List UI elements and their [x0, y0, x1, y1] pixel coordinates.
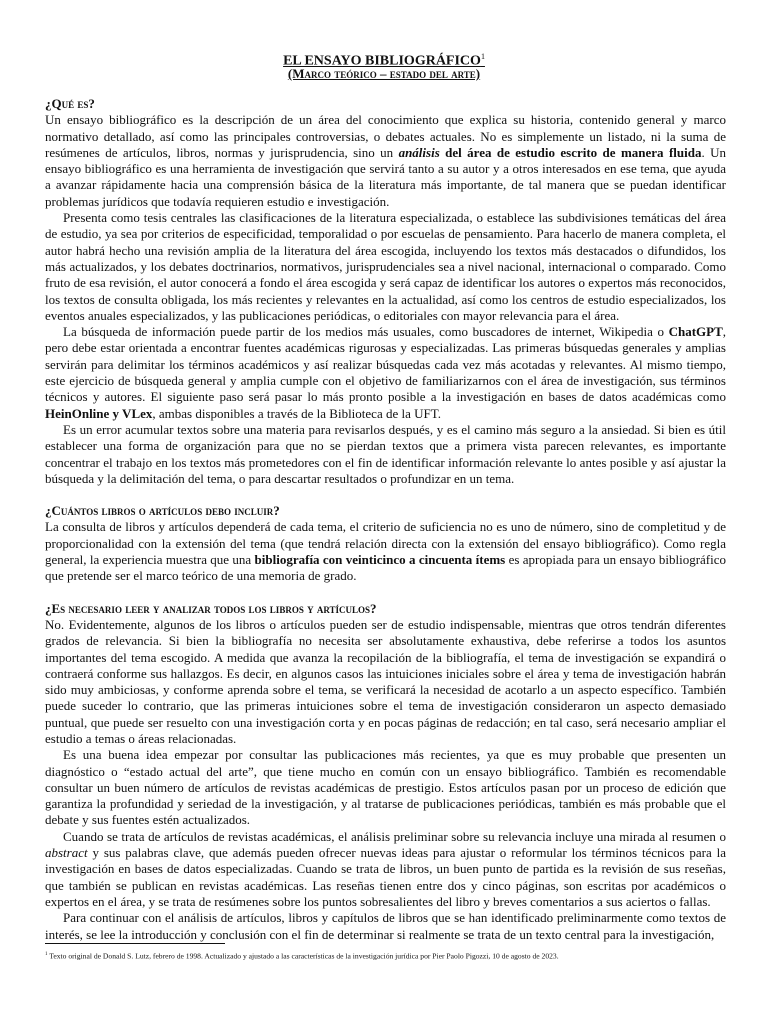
text-run: . Un ensayo bibliográfico es una herramienta de investigación que servirá tanto a su autor y a otros interesados en ese tema, que ayuda a avanzar rápidamente hacia una comprensión básica de la literatura más importante, de tal manera que se puedan identificar problemas jurídicos que todavía requieren estudio e investigación.: [45, 144, 726, 209]
text-run: Cuando se trata de artículos de revistas académicas, el análisis preliminar sobre su relevancia incluye una mirada al resumen o: [63, 828, 726, 844]
text-run: es apropiada para un ensayo bibliográfico que pretende ser el marco teórico de una memoria de grado.: [45, 552, 727, 584]
bold-text: del área de estudio escrito de manera fluida: [439, 144, 702, 160]
paragraph: [45, 324, 726, 422]
paragraph: Es una buena idea empezar por consultar las publicaciones más recientes, ya que es muy probable que presenten un diagnóstico o “estado actual del arte”, que tiene mucho en común con un ensayo bibliográfico. También es recomendable consultar un buen número de artículos de revistas académicas de prestigio. Estos artículos pasan por un proceso de edición que garantiza la profundidad y seriedad de la investigación, y al tratarse de publicaciones periódicas, también es más probable que el debate y sus fuentes estén actualizados.: [45, 747, 726, 828]
section-gap: [45, 487, 726, 503]
bold-text: bibliografía con veinticinco a cincuenta ítems: [254, 552, 506, 568]
paragraph: Presenta como tesis centrales las clasificaciones de la literatura especializada, o establece las subdivisiones temáticas del área de estudio, ya sea por criterios de especificidad, temporalidad o por escuelas de pensamiento. Para hacerlo de manera completa, el autor habrá hecho una revisión amplia de la literatura del área escogida, incluyendo los textos más destacados o difundidos, los más actualizados, y los debates doctrinarios, normativos, jurisprudenciales sea a nivel nacional, internacional o comparado. Como fruto de esa revisión, el autor conocerá a fondo el área escogida y será capaz de identificar los autores o expertos más reconocidos, los textos de consulta obligada, los más recientes y relevantes en la actualidad, así como los centros de estudio especializados, los eventos anuales especializados, y las publicaciones periódicas, o editoriales con mayor relevancia para el área.: [45, 210, 726, 323]
title-text: EL ENSAYO BIBLIOGRÁFICO: [283, 53, 481, 69]
document-subtitle: (Marco teórico – estado del arte): [287, 66, 481, 81]
paragraph: [45, 519, 726, 584]
text-run: y sus palabras clave, que además pueden ofrecer nuevas ideas para ajustar o reformular los términos técnicos para la investigación en bases de datos especializadas. Cuando se trata de libros, un buen punto de partida es la revisión de sus reseñas, que también se publican en revistas académicas. Las reseñas tienen entre dos y cinco páginas, son escritas por académicos o expertos en el área, y se trata de resúmenes sobre los puntos sobresalientes del libro y breves comentarios a sus aciertos o fallas.: [45, 845, 726, 909]
italic-text: abstract: [45, 845, 88, 861]
paragraph: Para continuar con el análisis de artículos, libros y capítulos de libros que se han identificado preliminarmente como textos de interés, se lee la introducción y conclusión con el fin de determinar si realmente se trata de un texto central para la investigación,: [45, 910, 726, 942]
section-gap: [45, 585, 726, 601]
paragraph: [45, 829, 726, 910]
title-footnote-ref[interactable]: 1: [480, 52, 485, 61]
text-run: , ambas disponibles a través de la Biblioteca de la UFT.: [152, 405, 441, 421]
bold-text: HeinOnline y VLex: [45, 405, 153, 421]
section-heading-cuantos-libros: ¿Cuántos libros o artículos debo incluir?: [45, 503, 280, 519]
text-run: , pero debe estar orientada a encontrar fuentes académicas rigurosas y especializadas. Las primeras búsquedas generales y amplias servirán para delimitar los términos académicos y así realizar búsquedas cada vez más acotadas y relevantes. Al mismo tiempo, este ejercicio de búsqueda general y amplia cumple con el objetivo de familiarizarnos con el área de investigación, sus términos técnicos y autores. El siguiente paso será pasar lo más pronto posible a la investigación en bases de datos académicas como: [45, 324, 726, 405]
emphasis-text: análisis: [398, 144, 440, 160]
text-run: La búsqueda de información puede partir de los medios más usuales, como buscadores de internet, Wikipedia o: [63, 324, 669, 340]
footnote-divider: [45, 943, 225, 944]
footnote-number: 1: [45, 952, 48, 957]
text-run: Un ensayo bibliográfico es la descripción de un área del conocimiento que explica su historia, contenido general y marco normativo detallado, así como las principales controversias, o debates actuales. No es simplemente un listado, ni la suma de resúmenes de artículos, libros, normas y jurisprudencia, sino un: [45, 112, 726, 160]
bold-text: ChatGPT: [668, 324, 723, 340]
paragraph: [45, 112, 726, 210]
footnote: [45, 950, 735, 962]
section-heading-es-necesario: ¿Es necesario leer y analizar todos los libros y artículos?: [45, 600, 377, 616]
section-heading-que-es: ¿Qué es?: [45, 96, 95, 111]
paragraph: Es un error acumular textos sobre una materia para revisarlos después, y es el camino más seguro a la ansiedad. Si bien es útil establecer una forma de organización para que no se pierdan textos que a primera vista parecen relevantes, es importante concentrar el trabajo en los textos más prometedores con el fin de identificar información relevante lo antes posible y así ajustar la búsqueda y la delimitación del tema, o para descartar resultados o profundizar en un tema.: [45, 421, 726, 486]
footnote-text: Texto original de Donald S. Lutz, febrero de 1998. Actualizado y ajustado a las características de la investigación jurídica por Pier Paolo Pigozzi, 10 de agosto de 2023.: [47, 951, 559, 961]
document-body: [45, 96, 726, 943]
paragraph: No. Evidentemente, algunos de los libros o artículos pueden ser de estudio indispensable, mientras que otros tendrán diferentes grados de relevancia. Si bien la bibliografía no necesita ser absolutamente exhaustiva, debe referirse a todos los asuntos importantes del tema escogido. A medida que avanza la recopilación de la bibliografía, el tema de investigación se expandirá o contraerá conforme sus hallazgos. Es decir, en algunos casos las intuiciones iniciales sobre el área y tema de investigación habrán sido muy ambiciosas, y conforme aprenda sobre el tema, se verificará la necesidad de acotarlo a un aspecto específico. También puede suceder lo contrario, que las primeras intuiciones sobre el tema de investigación consideraron un aspecto demasiado puntual, que puede ser resuelto con una investigación corta y en pocas páginas de redacción; en tal caso, será necesario ampliar el estudio a temas o áreas relacionadas.: [45, 616, 726, 746]
text-run: La consulta de libros y artículos dependerá de cada tema, el criterio de suficiencia no es uno de número, sino de completitud y de proporcionalidad con la extensión del tema (que tendrá relación directa con la extensión del ensayo bibliográfico). Como regla general, la experiencia muestra que una: [45, 519, 726, 568]
